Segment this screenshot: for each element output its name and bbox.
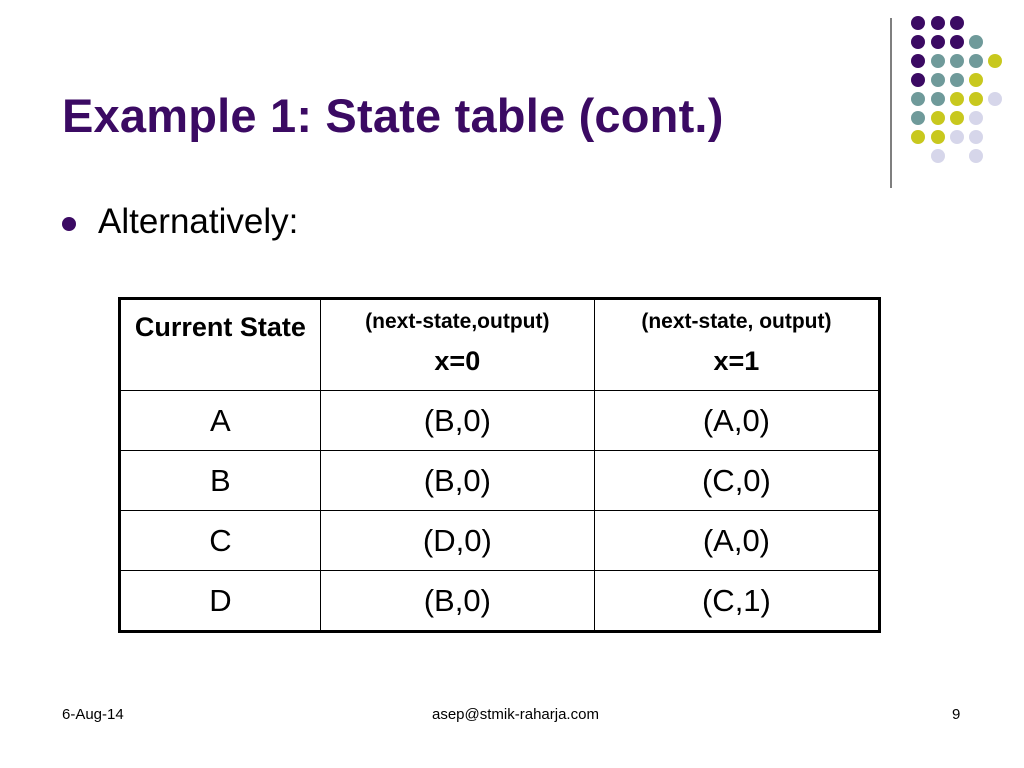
dot — [931, 130, 945, 144]
dot — [931, 149, 945, 163]
dot — [911, 92, 925, 106]
header-x1-main: x=1 — [713, 346, 760, 376]
header-current-state — [120, 299, 321, 391]
cell-state: B — [120, 451, 321, 511]
dot — [969, 73, 983, 87]
cell-x1: (C,0) — [594, 451, 879, 511]
cell-x0: (B,0) — [320, 571, 594, 632]
dot — [931, 16, 945, 30]
dot — [911, 16, 925, 30]
dot — [969, 92, 983, 106]
header-current-state-label: Current State — [134, 312, 306, 342]
dot — [931, 35, 945, 49]
dot — [988, 54, 1002, 68]
dot — [969, 130, 983, 144]
cell-x1: (C,1) — [594, 571, 879, 632]
dot — [950, 16, 964, 30]
header-x0 — [320, 299, 594, 391]
dot — [950, 54, 964, 68]
cell-x1: (A,0) — [594, 391, 879, 451]
state-table — [118, 297, 881, 633]
vertical-divider — [890, 18, 892, 188]
table-header-row — [120, 299, 880, 391]
dot — [969, 35, 983, 49]
dot — [911, 73, 925, 87]
table-row — [120, 391, 880, 451]
table-row — [120, 511, 880, 571]
dot — [969, 111, 983, 125]
cell-x1: (A,0) — [594, 511, 879, 571]
dot — [911, 54, 925, 68]
dot — [988, 92, 1002, 106]
header-x0-main: x=0 — [434, 346, 481, 376]
cell-x0: (B,0) — [320, 391, 594, 451]
table-row — [120, 451, 880, 511]
bullet-text: Alternatively: — [98, 202, 299, 241]
dot — [950, 73, 964, 87]
cell-state: A — [120, 391, 321, 451]
bullet-item — [62, 202, 298, 242]
dot — [931, 73, 945, 87]
cell-state: D — [120, 571, 321, 632]
cell-state: C — [120, 511, 321, 571]
footer-page-number: 9 — [952, 706, 961, 723]
dot — [969, 54, 983, 68]
bullet-icon — [62, 217, 76, 231]
header-x0-sub: (next-state,output) — [365, 310, 550, 333]
dot — [931, 92, 945, 106]
table-row — [120, 571, 880, 632]
dot — [950, 111, 964, 125]
dot — [911, 111, 925, 125]
cell-x0: (D,0) — [320, 511, 594, 571]
dot — [950, 130, 964, 144]
header-x1-sub: (next-state, output) — [641, 310, 832, 333]
dot — [969, 149, 983, 163]
footer-date: 6-Aug-14 — [62, 706, 124, 723]
dot — [931, 54, 945, 68]
dot — [950, 92, 964, 106]
dot — [950, 35, 964, 49]
dot — [911, 130, 925, 144]
dot — [911, 35, 925, 49]
header-x1 — [594, 299, 879, 391]
cell-x0: (B,0) — [320, 451, 594, 511]
slide-title: Example 1: State table (cont.) — [62, 89, 724, 142]
footer-email: asep@stmik-raharja.com — [432, 706, 599, 723]
dot — [931, 111, 945, 125]
